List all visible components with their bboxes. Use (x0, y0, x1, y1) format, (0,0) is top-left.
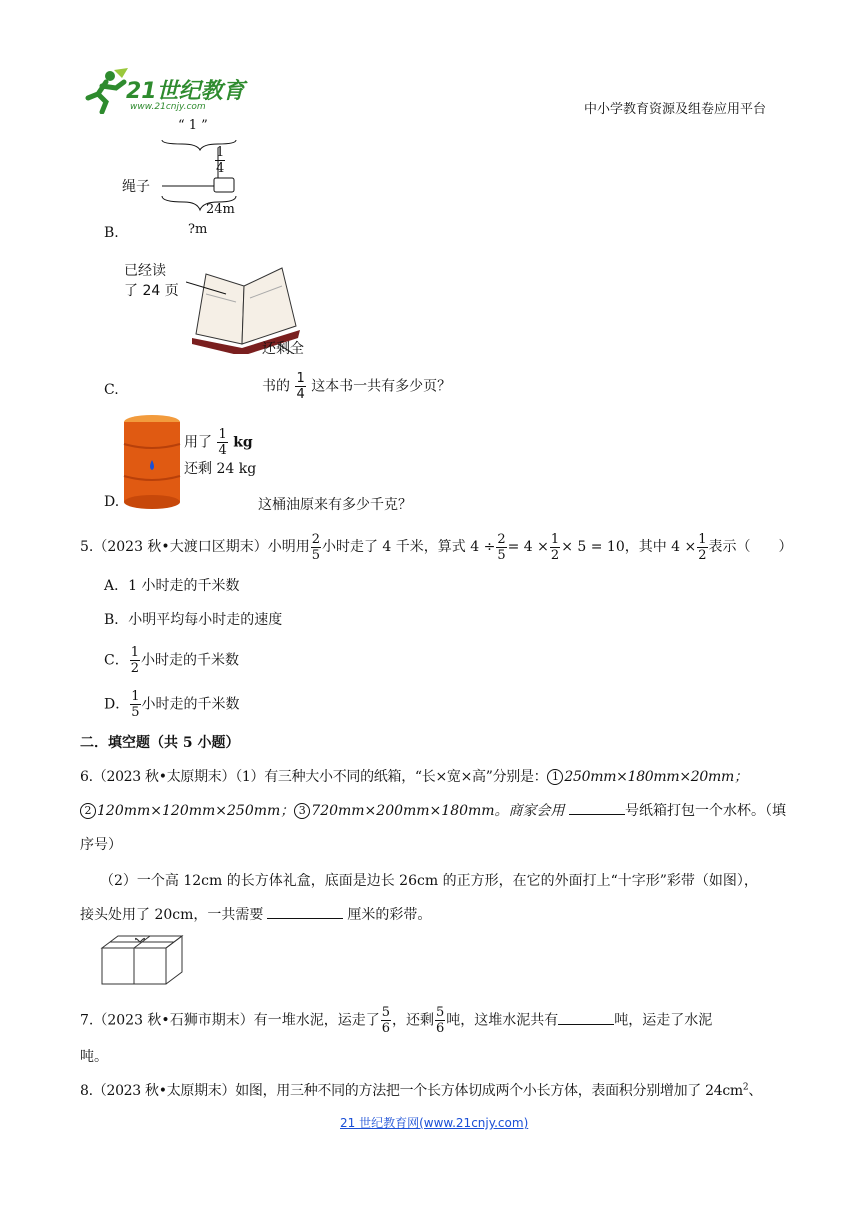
q7-line1: 7.（2023 秋•石狮市期末）有一堆水泥，运走了 $\frac{5}{6}$ ，还剩 $\frac{5}{6}$ 吨，这堆水泥共有 吨，运走了水泥 (80, 1005, 713, 1036)
c-remain-line2: 书的 $\frac{1}{4}$ 这本书一共有多少页？ (262, 371, 452, 402)
b-fraction: $\frac{1}{4}$ (216, 145, 225, 176)
q6-part2-line2: 接头处用了 20cm，一共需要 厘米的彩带。 (80, 907, 432, 923)
q6-blank1[interactable] (569, 814, 625, 815)
logo-text: 21世纪教育 (126, 79, 245, 104)
q8-line1: 8.（2023 秋•太原期末）如图，用三种不同的方法把一个长方体切成两个小长方体，表面积分别增加了 $24cm^2$、 (80, 1082, 763, 1099)
option-d-figure (122, 414, 462, 514)
b-rope-label: 绳子 (122, 179, 150, 195)
footer-link[interactable]: 21 世纪教育网(www.21cnjy.com) (340, 1116, 529, 1130)
q5-option-d: D． $\frac{1}{5}$ 小时走的千米数 (104, 689, 240, 720)
c-remain-line1: 还剩全 (262, 341, 304, 357)
q6-line2: 2 120mm×120mm×250mm； 3 720mm×200mm×180mm。商家会用 号纸箱打包一个水杯。（填 (80, 800, 786, 820)
q5-stem: 5.（2023 秋•大渡口区期末）小明用 $\frac{2}{5}$ 小时走了 4 千米，算式 4 ÷ $\frac{2}{5}$ = 4 × $\frac{1}{2}$ × 5 = 10，其中 4 × $\frac{1}{2}$ 表示（ ） (80, 531, 793, 563)
section-title: 二．填空题（共 5 小题） (80, 735, 240, 751)
platform-name: 中小学教育资源及组卷应用平台 (584, 102, 767, 117)
c-read-line1: 已经读 (124, 263, 166, 279)
d-used: 用了 $\frac{1}{4}$ kg (184, 427, 253, 458)
option-d-label: D. (104, 494, 120, 510)
q6-blank2[interactable] (267, 918, 343, 919)
b-top-quote: “ 1 ” (178, 118, 208, 133)
q6-line1: 6.（2023 秋•太原期末）（1）有三种大小不同的纸箱，“长×宽×高”分别是： 1 250mm×180mm×20mm； (80, 769, 748, 785)
option-c-figure (124, 256, 474, 402)
q6-line3: 序号） (80, 837, 122, 853)
q5-option-a: A．1 小时走的千米数 (104, 578, 240, 594)
q5-option-c: C． $\frac{1}{2}$ 小时走的千米数 (104, 645, 239, 676)
b-length: 24m (206, 202, 235, 217)
logo-url: www.21cnjy.com (130, 102, 206, 112)
c-read-line2: 了 24 页 (124, 283, 179, 299)
q5-option-b: B．小明平均每小时走的速度 (104, 612, 283, 628)
runner-logo-icon (80, 68, 130, 114)
gift-box-icon (100, 934, 184, 986)
option-c-label: C. (104, 382, 119, 398)
option-b-figure (122, 118, 252, 242)
d-question: 这桶油原来有多少千克？ (258, 497, 412, 513)
oil-barrel-icon (122, 414, 184, 510)
logo (80, 68, 250, 116)
b-unknown: ?m (188, 222, 208, 237)
option-b-label: B. (104, 225, 119, 241)
q7-line2: 吨。 (80, 1049, 108, 1065)
d-remain: 还剩 24 kg (184, 461, 257, 477)
c-fraction: $\frac{1}{4}$ (296, 371, 305, 402)
q6-part2-line1: （2）一个高 12cm 的长方体礼盒，底面是边长 26cm 的正方形，在它的外面打上“十字形”彩带（如图）， (100, 873, 758, 889)
q7-blank[interactable] (558, 1024, 614, 1025)
